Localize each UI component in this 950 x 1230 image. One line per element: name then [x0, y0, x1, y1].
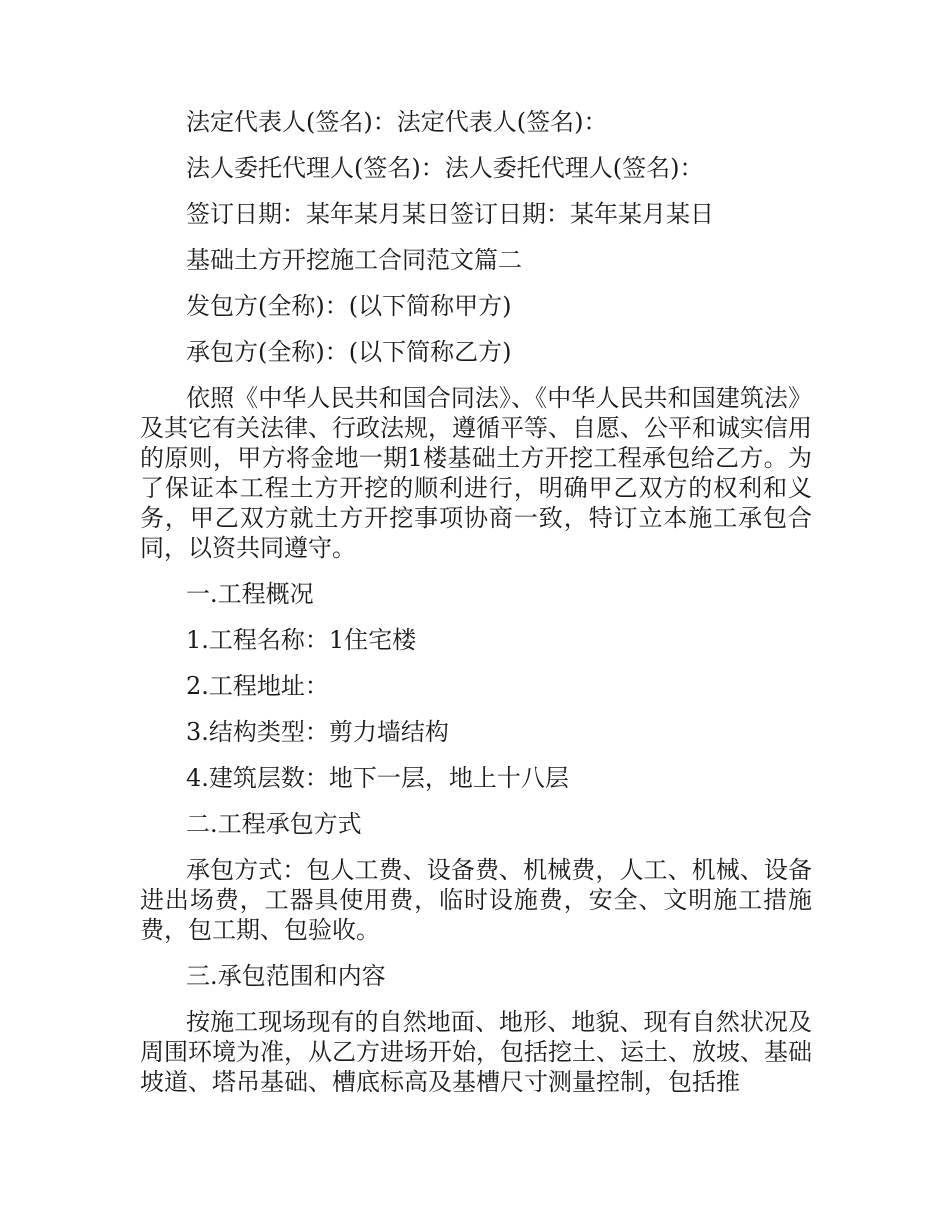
- project-name: 1.工程名称：1住宅楼: [186, 626, 417, 654]
- party-a: 发包方(全称)：(以下简称甲方): [186, 292, 512, 320]
- preamble-paragraph: 依照《中华人民共和国合同法》、《中华人民共和国建筑法》及其它有关法律、行政法规，遵循平等、自愿、公平和诚实信用的原则，甲方将金地一期1楼基础土方开挖工程承包给乙方。为了保证本工程土方开挖的顺利进行，明确甲乙双方的权利和义务，甲乙双方就土方开挖事项协商一致，特订立本施工承包合同，以资共同遵守。: [140, 384, 812, 562]
- scope-paragraph: 按施工现场现有的自然地面、地形、地貌、现有自然状况及周围环境为准，从乙方进场开始，包括挖土、运土、放坡、基础坡道、塔吊基础、槽底标高及基槽尺寸测量控制，包括推: [140, 1008, 812, 1096]
- project-address: 2.工程地址：: [186, 672, 329, 700]
- heading-scope: 三.承包范围和内容: [186, 962, 386, 990]
- heading-contract-method: 二.工程承包方式: [186, 810, 362, 838]
- heading-project-overview: 一.工程概况: [186, 580, 314, 608]
- structure-type: 3.结构类型：剪力墙结构: [186, 718, 449, 746]
- contract-method-paragraph: 承包方式：包人工费、设备费、机械费，人工、机械、设备进出场费，工器具使用费，临时设施费，安全、文明施工措施费，包工期、包验收。: [140, 856, 812, 944]
- document-body: [140, 107, 812, 1113]
- building-floors: 4.建筑层数：地下一层，地上十八层: [186, 764, 569, 792]
- party-b: 承包方(全称)：(以下简称乙方): [186, 338, 512, 366]
- signature-authorized-agent: 法人委托代理人(签名)：法人委托代理人(签名)：: [186, 154, 704, 182]
- signing-date: 签订日期：某年某月某日签订日期：某年某月某日: [186, 200, 714, 228]
- signature-legal-rep: 法定代表人(签名)：法定代表人(签名)：: [186, 108, 608, 136]
- section-title: 基础土方开挖施工合同范文篇二: [186, 246, 522, 274]
